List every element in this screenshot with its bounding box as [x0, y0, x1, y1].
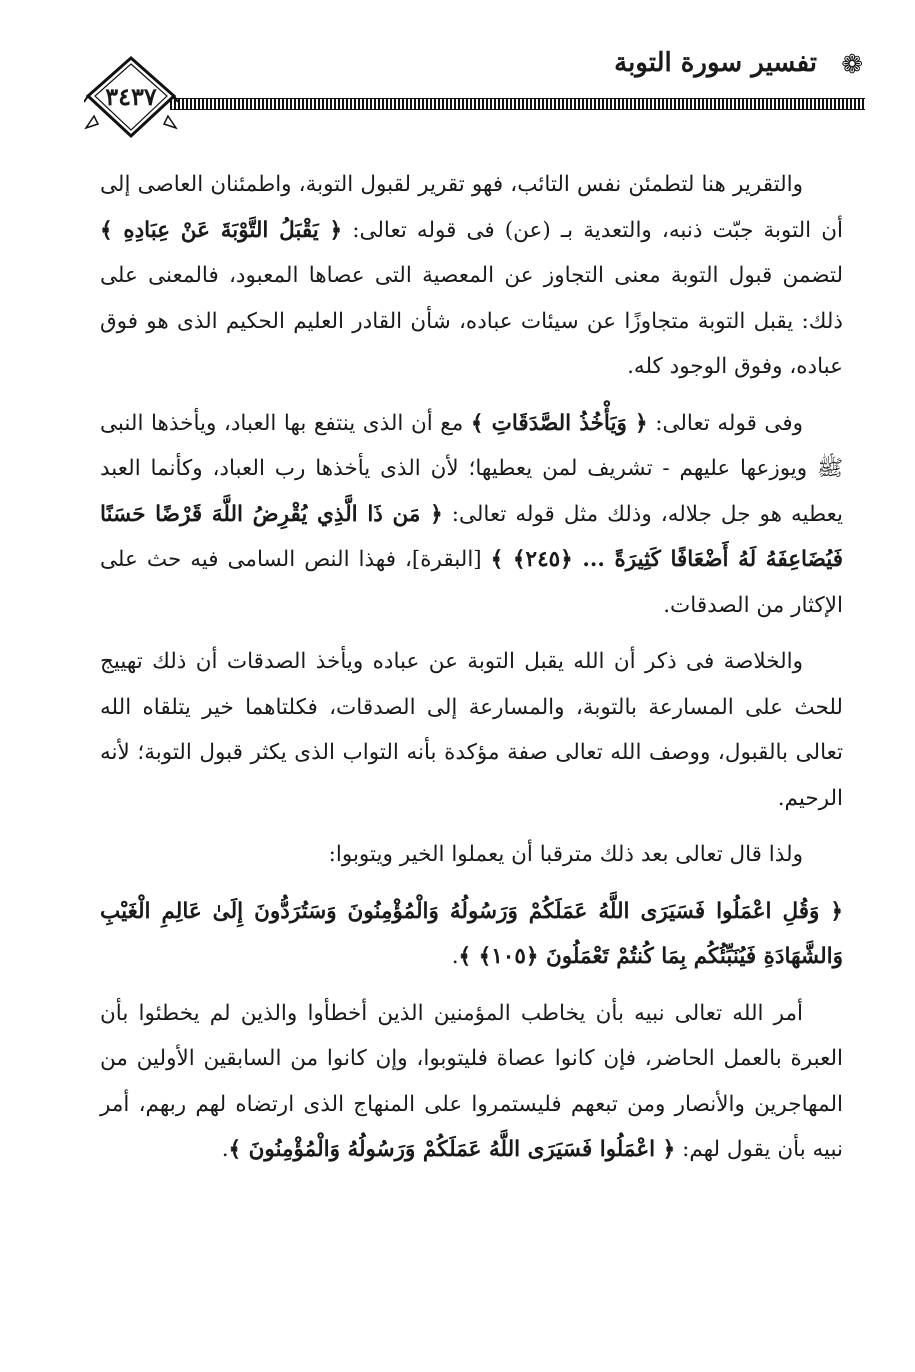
paragraph-text: والخلاصة فى ذكر أن الله يقبل التوبة عن عباده ويأخذ الصدقات أن ذلك تهييج للحث على المسارعة بالتوبة، والمسارعة إلى الصدقات، فكلتاهما خير يتلقاه الله تعالى بالقبول، ووصف الله تعالى صفة مؤكدة بأنه التواب الذى يكثر قبول التوبة؛ لأنه الرحيم.	[100, 649, 843, 811]
header-rule	[170, 98, 865, 110]
paragraph-text: وفى قوله تعالى:	[647, 410, 803, 436]
page-number: ٣٤٣٧	[105, 82, 157, 111]
paragraph-text: أمر الله تعالى نبيه بأن يخاطب المؤمنين الذين أخطأوا والذين لم يخطئوا بأن العبرة بالعمل الحاضر، فإن كانوا عصاة فليتوبوا، وإن كانوا من السابقين الأولين من المهاجرين والأنصار ومن تبعهم فليستمروا على المنهاج الذى ارتضاه لهم ربهم، أمر نبيه بأن يقول لهم:	[100, 1000, 843, 1162]
paragraph-p2	[100, 401, 843, 629]
paragraph-text: والتقرير هنا لتطمئن نفس التائب، فهو تقرير لقبول التوبة، واطمئنان العاصى إلى أن التوبة جبّت ذنبه، والتعدية بـ (عن) فى قوله تعالى:	[100, 172, 843, 243]
quran-verse: ﴿ وَقُلِ اعْمَلُوا فَسَيَرَى اللَّهُ عَمَلَكُمْ وَرَسُولُهُ وَالْمُؤْمِنُونَ وَسَتُرَدُّونَ إِلَىٰ عَالِمِ الْغَيْبِ وَالشَّهَادَةِ فَيُنَبِّئُكُم بِمَا كُنتُمْ تَعْمَلُونَ ﴿١٠٥﴾ ﴾	[100, 898, 843, 969]
paragraph-p5	[100, 889, 843, 980]
paragraph-p4	[100, 832, 843, 878]
running-title: تفسير سورة التوبة	[614, 48, 817, 78]
paragraph-text: [البقرة]، فهذا النص السامى فيه حث على الإكثار من الصدقات.	[100, 547, 843, 618]
quran-verse: ﴿ اعْمَلُوا فَسَيَرَى اللَّهُ عَمَلَكُمْ وَرَسُولُهُ وَالْمُؤْمِنُونَ ﴾	[228, 1137, 676, 1162]
paragraph-p6	[100, 991, 843, 1173]
quran-verse: ﴿ مَن ذَا الَّذِي يُقْرِضُ اللَّهَ قَرْضًا حَسَنًا فَيُضَاعِفَهُ لَهُ أَضْعَافًا كَثِيرَةً ... ﴿٢٤٥﴾ ﴾	[100, 501, 843, 572]
page-header	[0, 0, 915, 150]
paragraph-text: لتضمن قبول التوبة معنى التجاوز عن المعصية التى عصاها المعبود، فالمعنى على ذلك: يقبل التوبة متجاوزًا عن سيئات عباده، شأن القادر العليم الحكيم الذى هو فوق عباده، وفوق الوجود كله.	[100, 263, 843, 379]
paragraph-p1	[100, 162, 843, 390]
quran-verse: ﴿ يَقْبَلُ التَّوْبَةَ عَنْ عِبَادِهِ ﴾	[100, 217, 343, 243]
paragraph-text: .	[221, 1137, 229, 1162]
page-number-badge	[84, 54, 178, 140]
paragraph-text: مع أن الذى ينتفع بها العباد، ويأخذها النبى ﷺ ويوزعها عليهم - تشريف لمن يعطيها؛ لأن الذى يأخذها رب العباد، وكأنما العبد يعطيه هو جل جلاله، وذلك مثل قوله تعالى:	[100, 410, 843, 527]
paragraph-text: .	[451, 944, 459, 969]
quran-verse: ﴿ وَيَأْخُذُ الصَّدَقَاتِ ﴾	[470, 410, 648, 436]
ornament-icon: ❁	[841, 50, 863, 80]
paragraph-p3	[100, 639, 843, 821]
paragraph-text: ولذا قال تعالى بعد ذلك مترقبا أن يعملوا الخير ويتوبوا:	[328, 842, 803, 867]
page-body	[100, 162, 843, 1184]
